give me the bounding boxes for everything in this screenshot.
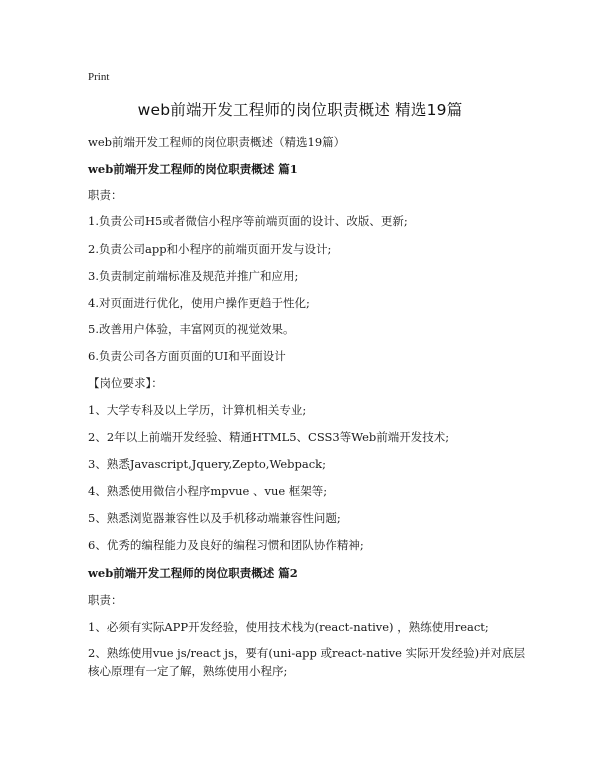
document-title: web前端开发工程师的岗位职责概述 精选19篇 xyxy=(137,101,463,119)
list-item: 6.负责公司各方面页面的UI和平面设计 xyxy=(88,349,286,363)
list-item: 2、熟练使用vue js/react js，要有(uni-app 或react-native 实际开发经验)并对底层核心原理有一定了解，熟练使用小程序; xyxy=(88,646,526,678)
list-item: 1、必须有实际APP开发经验，使用技术栈为(react-native) ，熟练使用react; xyxy=(88,620,489,634)
print-label: Print xyxy=(88,71,110,83)
list-item: 4.对页面进行优化，使用户操作更趋于性化; xyxy=(88,296,310,310)
list-item: 3.负责制定前端标准及规范并推广和应用; xyxy=(88,269,299,283)
list-item: 3、熟悉Javascript,Jquery,Zepto,Webpack; xyxy=(88,457,327,471)
list-item: 4、熟悉使用微信小程序mpvue 、vue 框架等; xyxy=(88,484,328,498)
list-item: 1、大学专科及以上学历，计算机相关专业; xyxy=(88,403,307,417)
duties-label: 职责： xyxy=(88,188,123,202)
list-item: 1.负责公司H5或者微信小程序等前端页面的设计、改版、更新; xyxy=(88,214,408,228)
section-heading: web前端开发工程师的岗位职责概述 篇2 xyxy=(88,566,298,580)
duties-label: 职责： xyxy=(88,593,123,607)
list-item: 5.改善用户体验，丰富网页的视觉效果。 xyxy=(88,322,295,336)
list-item: 2.负责公司app和小程序的前端页面开发与设计; xyxy=(88,242,332,256)
requirements-label: 【岗位要求】： xyxy=(88,376,163,390)
section-heading: web前端开发工程师的岗位职责概述 篇1 xyxy=(88,162,298,176)
list-item: 5、熟悉浏览器兼容性以及手机移动端兼容性问题; xyxy=(88,511,341,525)
list-item: 2、2年以上前端开发经验、精通HTML5、CSS3等Web前端开发技术; xyxy=(88,430,450,444)
list-item: 6、优秀的编程能力及良好的编程习惯和团队协作精神; xyxy=(88,538,364,552)
document-subtitle: web前端开发工程师的岗位职责概述（精选19篇） xyxy=(88,135,346,149)
